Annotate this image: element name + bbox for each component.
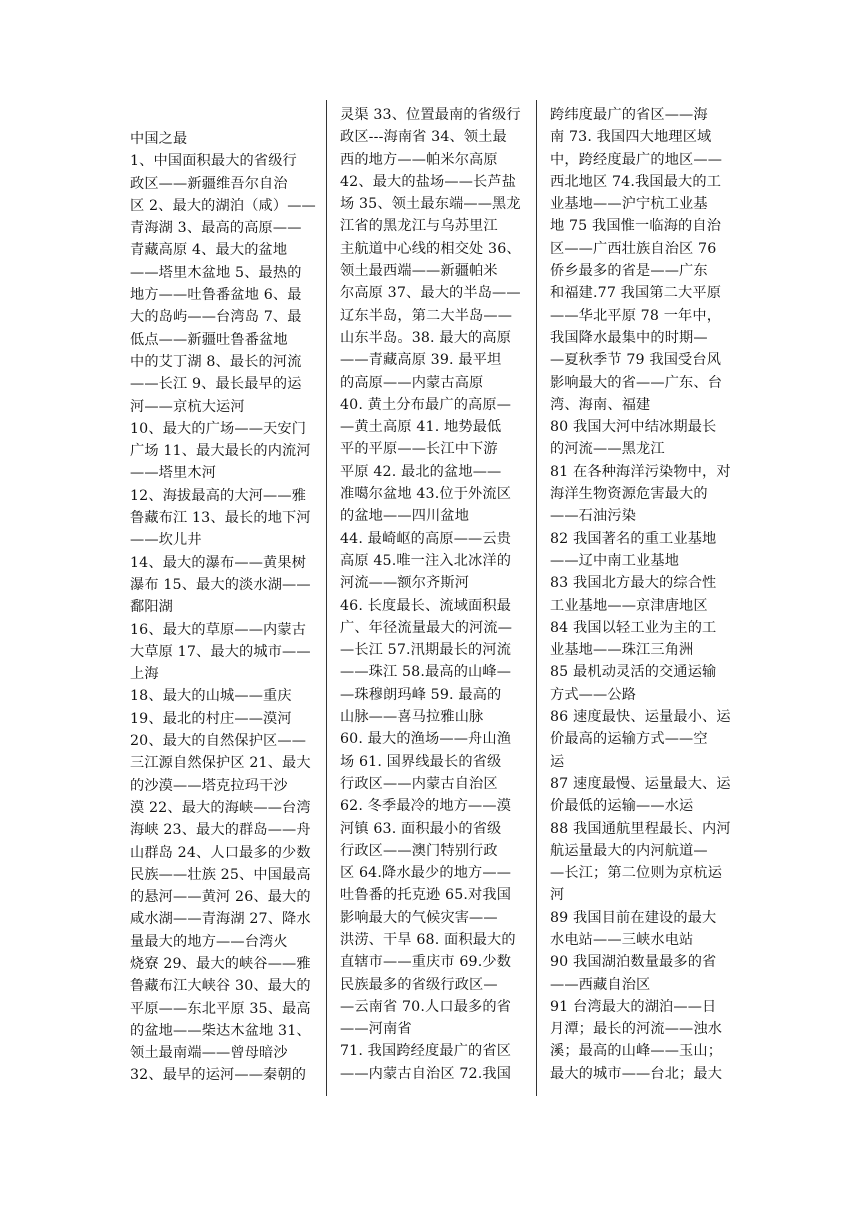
text-line: 的高原——内蒙古高原 bbox=[340, 374, 484, 391]
text-line: 区——广西壮族自治区 76 bbox=[550, 240, 717, 257]
text-line: 准噶尔盆地 43.位于外流区 bbox=[340, 486, 512, 503]
text-line: 80 我国大河中结冰期最长 bbox=[550, 419, 717, 436]
text-line: ——塔里木盆地 5、最热的 bbox=[130, 264, 302, 281]
text-line: 40. 黄土分布最广的高原— bbox=[340, 396, 512, 413]
text-line: 32、最早的运河——秦朝的 bbox=[130, 1067, 307, 1084]
text-line: 烧寮 29、最大的峡谷——雅 bbox=[130, 955, 311, 972]
text-line: 84 我国以轻工业为主的工 bbox=[550, 619, 717, 636]
text-line: 区 64.降水最少的地方—— bbox=[340, 865, 512, 882]
text-line: 1、中国面积最大的省级行 bbox=[130, 153, 297, 170]
text-line: —长江 57.汛期最长的河流 bbox=[340, 642, 512, 659]
text-line: ——长江 9、最长最早的运 bbox=[130, 376, 302, 393]
text-line: 运 bbox=[550, 753, 565, 770]
text-line: —珠穆朗玛峰 59. 最高的 bbox=[340, 686, 502, 703]
text-column-3 bbox=[550, 104, 736, 1085]
text-line: 价最高的运输方式——空 bbox=[550, 731, 708, 748]
text-line: 广、年径流量最大的河流— bbox=[340, 619, 513, 636]
text-line: 溪；最高的山峰——玉山； bbox=[550, 1043, 723, 1060]
text-line: 西北地区 74.我国最大的工 bbox=[550, 173, 722, 190]
text-line: 江省的黑龙江与乌苏里江 bbox=[340, 218, 498, 235]
text-line: 88 我国通航里程最长、内河 bbox=[550, 820, 731, 837]
text-line: 和福建.77 我国第二大平原 bbox=[550, 285, 722, 302]
text-line: 82 我国著名的重工业基地 bbox=[550, 530, 717, 547]
text-line: 平原——东北平原 35、最高 bbox=[130, 1000, 311, 1017]
text-line: 86 速度最快、运量最小、运 bbox=[550, 709, 731, 726]
text-line: 83 我国北方最大的综合性 bbox=[550, 575, 717, 592]
text-line: —云南省 70.人口最多的省 bbox=[340, 998, 512, 1015]
text-line: 行政区——澳门特别行政 bbox=[340, 842, 498, 859]
text-line: 场 61. 国界线最长的省级 bbox=[340, 753, 502, 770]
text-line: 上海 bbox=[130, 666, 159, 683]
text-line: 中的艾丁湖 8、最长的河流 bbox=[130, 353, 302, 370]
text-line: 直辖市——重庆市 69.少数 bbox=[340, 954, 512, 971]
text-line: 中国之最 bbox=[130, 131, 188, 147]
text-line: 工业基地——京津唐地区 bbox=[550, 597, 708, 614]
text-line: 价最低的运输——水运 bbox=[550, 798, 694, 815]
text-line: 民族——壮族 25、中国最高 bbox=[130, 866, 311, 883]
text-line: 灵渠 33、位置最南的省级行 bbox=[340, 107, 521, 123]
text-line: ——石油污染 bbox=[550, 508, 637, 525]
text-line: 辽东半岛，第二大半岛—— bbox=[340, 307, 513, 324]
text-line: 咸水湖——青海湖 27、降水 bbox=[130, 911, 311, 928]
column-divider bbox=[536, 100, 537, 1096]
text-line: 青藏高原 4、最大的盆地 bbox=[130, 242, 288, 259]
text-line: 16、最大的草原——内蒙古 bbox=[130, 621, 307, 638]
text-line: 方式——公路 bbox=[550, 686, 637, 703]
text-line: 海峡 23、最大的群岛——舟 bbox=[130, 822, 311, 839]
text-line: 漠 22、最大的海峡——台湾 bbox=[130, 799, 311, 816]
text-line: 领土最西端——新疆帕米 bbox=[340, 263, 498, 280]
text-line: 鄱阳湖 bbox=[130, 599, 174, 616]
text-line: 南 73. 我国四大地理区域 bbox=[550, 129, 712, 146]
text-line: 政区---海南省 34、领土最 bbox=[340, 129, 507, 146]
text-line: 侨乡最多的省是——广东 bbox=[550, 263, 708, 280]
text-line: 18、最大的山城——重庆 bbox=[130, 688, 292, 705]
text-line: 瀑布 15、最大的淡水湖—— bbox=[130, 576, 311, 593]
text-line: 山群岛 24、人口最多的少数 bbox=[130, 844, 311, 861]
text-line: 场 35、领土最东端——黑龙 bbox=[340, 196, 521, 213]
text-line: 河 bbox=[550, 887, 565, 904]
text-line: 行政区——内蒙古自治区 bbox=[340, 775, 498, 792]
text-line: 影响最大的省——广东、台 bbox=[550, 374, 723, 391]
text-line: 尔高原 37、最大的半岛—— bbox=[340, 285, 521, 302]
text-line: —黄土高原 41. 地势最低 bbox=[340, 419, 502, 436]
text-line: 水电站——三峡水电站 bbox=[550, 931, 694, 948]
text-line: 44. 最崎岖的高原——云贵 bbox=[340, 530, 512, 547]
text-line: 90 我国湖泊数量最多的省 bbox=[550, 954, 717, 971]
text-line: 89 我国目前在建设的最大 bbox=[550, 909, 717, 926]
text-line: 12、海拔最高的大河——雅 bbox=[130, 487, 307, 504]
text-line: 业基地——沪宁杭工业基 bbox=[550, 196, 708, 213]
text-line: 西的地方——帕米尔高原 bbox=[340, 151, 498, 168]
text-line: 我国降水最集中的时期— bbox=[550, 329, 708, 346]
text-line: 高原 45.唯一注入北冰洋的 bbox=[340, 552, 512, 569]
text-line: 领土最南端——曾母暗沙 bbox=[130, 1045, 288, 1062]
text-line: 河——京杭大运河 bbox=[130, 398, 245, 415]
text-line: 60. 最大的渔场——舟山渔 bbox=[340, 731, 512, 748]
text-line: 87 速度最慢、运量最大、运 bbox=[550, 775, 731, 792]
text-line: —夏秋季节 79 我国受台风 bbox=[550, 352, 722, 369]
text-line: ——辽中南工业基地 bbox=[550, 552, 680, 569]
text-line: 山东半岛。38. 最大的高原 bbox=[340, 329, 512, 346]
text-line: 政区——新疆维吾尔自治 bbox=[130, 175, 288, 192]
text-line: 鲁藏布江 13、最长的地下河 bbox=[130, 510, 311, 527]
text-line: 中，跨经度最广的地区—— bbox=[550, 151, 723, 168]
text-line: 19、最北的村庄——漠河 bbox=[130, 710, 292, 727]
text-line: 46. 长度最长、流域面积最 bbox=[340, 597, 512, 614]
text-line: 民族最多的省级行政区— bbox=[340, 976, 498, 993]
text-line: ——珠江 58.最高的山峰— bbox=[340, 664, 512, 681]
text-line: 三江源自然保护区 21、最大 bbox=[130, 755, 311, 772]
text-line: 91 台湾最大的湖泊——日 bbox=[550, 998, 717, 1015]
text-line: 低点——新疆吐鲁番盆地 bbox=[130, 331, 288, 348]
text-line: 区 2、最大的湖泊（咸）—— bbox=[130, 197, 316, 214]
text-line: 最大的城市——台北；最大 bbox=[550, 1065, 723, 1082]
text-line: 的沙漠——塔克拉玛干沙 bbox=[130, 777, 288, 794]
text-line: 影响最大的气候灾害—— bbox=[340, 909, 498, 926]
text-line: 平的平原——长江中下游 bbox=[340, 441, 498, 458]
text-line: 吐鲁番的托克逊 65.对我国 bbox=[340, 887, 512, 904]
text-line: 62. 冬季最冷的地方——漠 bbox=[340, 798, 512, 815]
text-line: 大草原 17、最大的城市—— bbox=[130, 643, 311, 660]
text-line: 71. 我国跨经度最广的省区 bbox=[340, 1043, 512, 1060]
text-line: 81 在各种海洋污染物中，对 bbox=[550, 463, 731, 480]
text-line: 平原 42. 最北的盆地—— bbox=[340, 463, 502, 480]
text-line: 的盆地——四川盆地 bbox=[340, 508, 470, 525]
text-line: 海洋生物资源危害最大的 bbox=[550, 486, 708, 503]
text-line: 10、最大的广场——天安门 bbox=[130, 420, 307, 437]
text-line: 业基地——珠江三角洲 bbox=[550, 642, 694, 659]
text-line: 洪涝、干旱 68. 面积最大的 bbox=[340, 931, 516, 948]
column-divider bbox=[326, 100, 327, 1096]
text-line: 的盆地——柴达木盆地 31、 bbox=[130, 1022, 311, 1039]
text-line: 42、最大的盐场——长芦盐 bbox=[340, 173, 517, 190]
text-line: ——内蒙古自治区 72.我国 bbox=[340, 1065, 512, 1082]
text-line: 河镇 63. 面积最小的省级 bbox=[340, 820, 502, 837]
text-line: 大的岛屿——台湾岛 7、最 bbox=[130, 309, 302, 326]
text-line: 的河流——黑龙江 bbox=[550, 441, 665, 458]
text-line: ——河南省 bbox=[340, 1021, 412, 1038]
text-line: 湾、海南、福建 bbox=[550, 396, 651, 413]
text-line: ——华北平原 78 一年中， bbox=[550, 307, 722, 324]
text-line: 20、最大的自然保护区—— bbox=[130, 733, 307, 750]
text-line: 鲁藏布江大峡谷 30、最大的 bbox=[130, 978, 311, 995]
text-column-2 bbox=[340, 104, 526, 1085]
text-line: 量最大的地方——台湾火 bbox=[130, 933, 288, 950]
text-line: 地方——吐鲁番盆地 6、最 bbox=[130, 287, 302, 304]
text-line: 的悬河——黄河 26、最大的 bbox=[130, 889, 311, 906]
text-line: 广场 11、最大最长的内流河 bbox=[130, 443, 311, 460]
text-line: 航运量最大的内河航道— bbox=[550, 842, 708, 859]
text-line: 地 75 我国惟一临海的自治 bbox=[550, 218, 722, 235]
text-line: ——塔里木河 bbox=[130, 465, 217, 482]
text-line: ——西藏自治区 bbox=[550, 976, 651, 993]
text-line: 主航道中心线的相交处 36、 bbox=[340, 240, 521, 257]
text-line: 跨纬度最广的省区——海 bbox=[550, 107, 708, 123]
text-line: 月潭；最长的河流——浊水 bbox=[550, 1021, 723, 1038]
text-line: 山脉——喜马拉雅山脉 bbox=[340, 709, 484, 726]
text-line: ——青藏高原 39. 最平坦 bbox=[340, 352, 502, 369]
text-line: 85 最机动灵活的交通运输 bbox=[550, 664, 717, 681]
text-line: 14、最大的瀑布——黄果树 bbox=[130, 554, 307, 571]
text-column-1 bbox=[130, 128, 316, 1087]
text-line: ——坎儿井 bbox=[130, 532, 202, 549]
text-line: —长江；第二位则为京杭运 bbox=[550, 865, 723, 882]
text-line: 青海湖 3、最高的高原—— bbox=[130, 220, 302, 237]
text-line: 河流——额尔齐斯河 bbox=[340, 575, 470, 592]
